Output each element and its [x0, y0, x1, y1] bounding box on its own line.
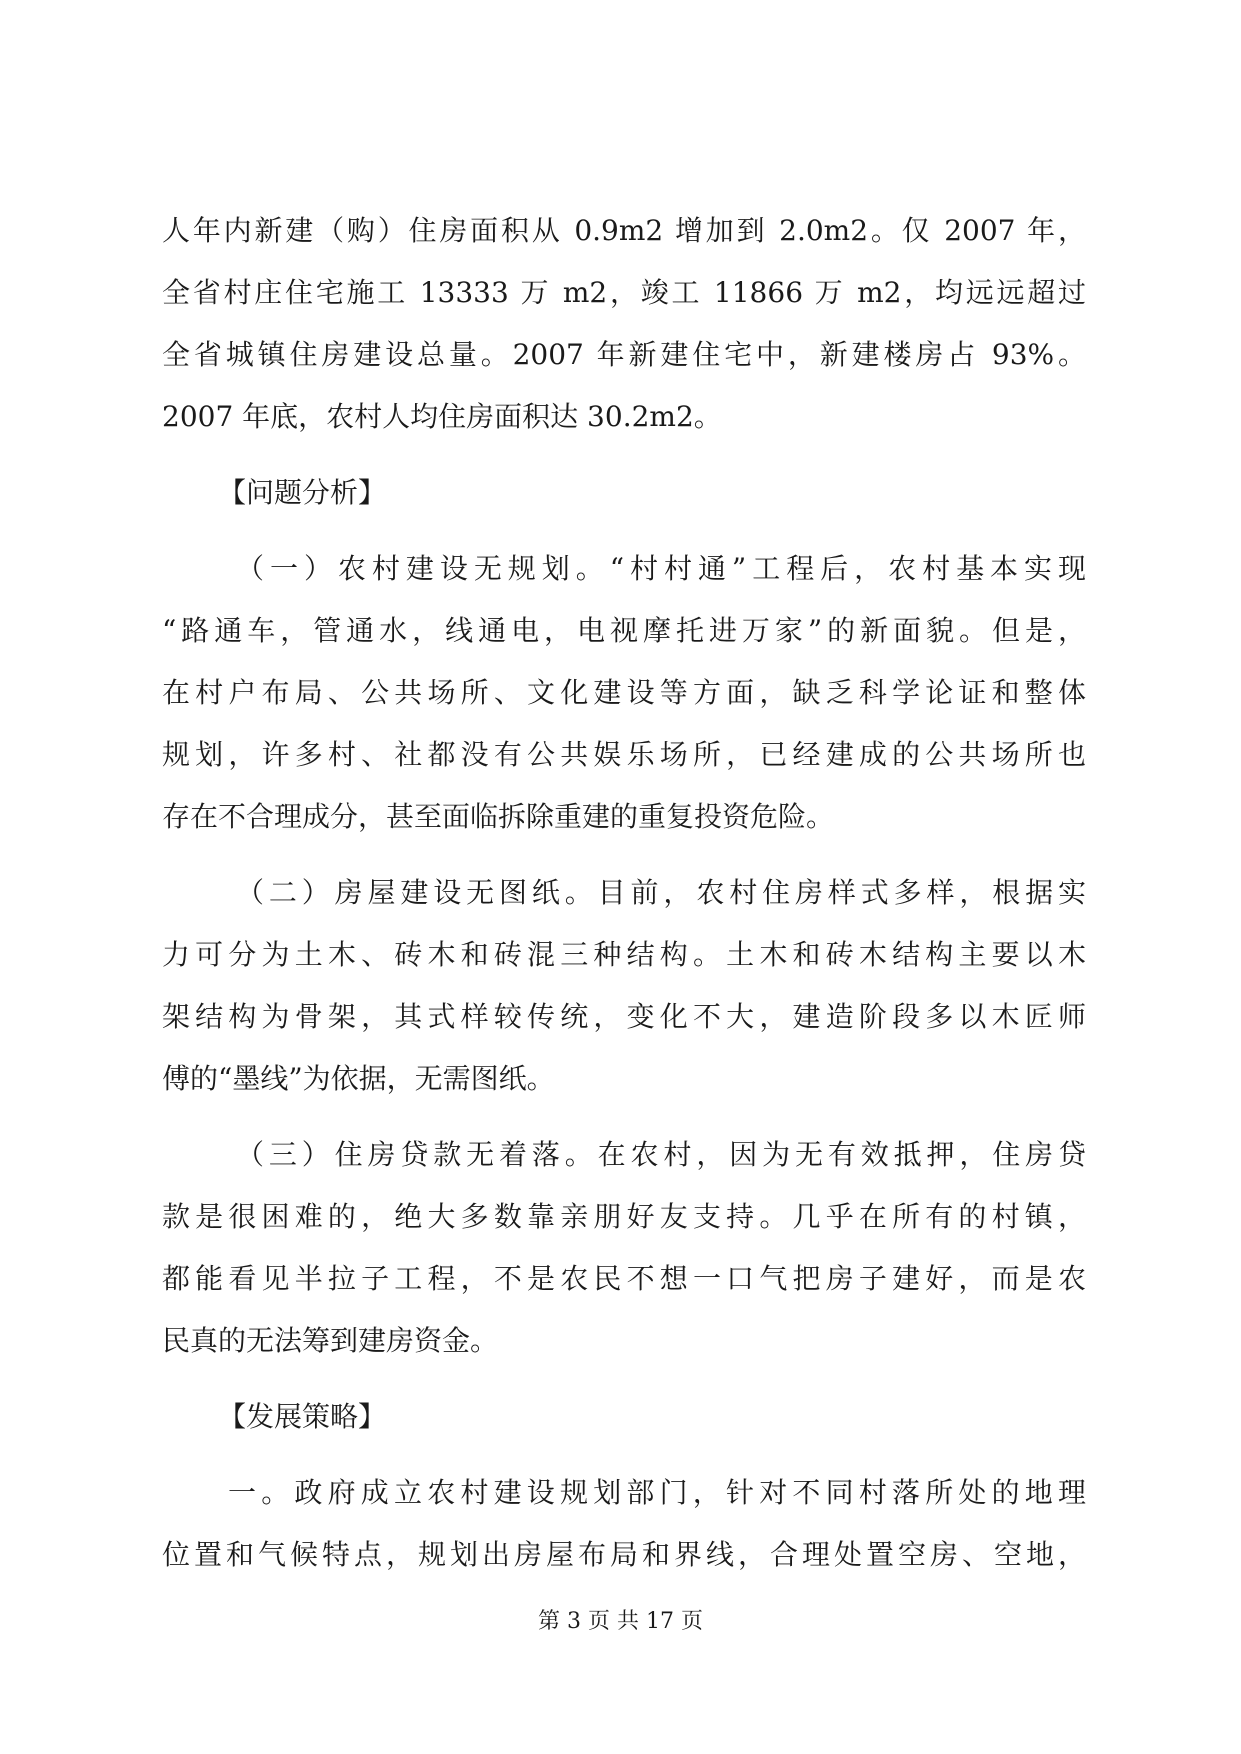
- paragraph-line: 力可分为土木、砖木和砖混三种结构。土木和砖木结构主要以木: [162, 938, 1086, 971]
- paragraph-line: 全省村庄住宅施工 13333 万 m2，竣工 11866 万 m2，均远远超过: [162, 276, 1086, 309]
- paragraph-line: 规划，许多村、社都没有公共娱乐场所，已经建成的公共场所也: [162, 738, 1086, 771]
- paragraph-line: 存在不合理成分，甚至面临拆除重建的重复投资危险。: [162, 800, 835, 833]
- paragraph-line: 款是很困难的，绝大多数靠亲朋好友支持。几乎在所有的村镇，: [162, 1200, 1086, 1233]
- paragraph-line: 全省城镇住房建设总量。2007 年新建住宅中，新建楼房占 93%。: [162, 338, 1086, 371]
- paragraph-line: 2007 年底，农村人均住房面积达 30.2m2。: [162, 400, 722, 433]
- section-heading-problem-analysis: 【问题分析】: [218, 476, 387, 509]
- paragraph-line: 一。政府成立农村建设规划部门，针对不同村落所处的地理: [228, 1476, 1086, 1509]
- paragraph-line: 在村户布局、公共场所、文化建设等方面，缺乏科学论证和整体: [162, 676, 1086, 709]
- paragraph-line: （三）住房贷款无着落。在农村，因为无有效抵押，住房贷: [236, 1138, 1086, 1171]
- paragraph-line: 人年内新建（购）住房面积从 0.9m2 增加到 2.0m2。仅 2007 年，: [162, 214, 1086, 247]
- page-number-footer: 第 3 页 共 17 页: [538, 1609, 703, 1634]
- paragraph-line: （一）农村建设无规划。“村村通”工程后，农村基本实现: [236, 552, 1086, 585]
- paragraph-line: “路通车，管通水，线通电，电视摩托进万家”的新面貌。但是，: [162, 614, 1086, 647]
- paragraph-line: 都能看见半拉子工程，不是农民不想一口气把房子建好，而是农: [162, 1262, 1086, 1295]
- section-heading-development-strategy: 【发展策略】: [218, 1400, 387, 1433]
- paragraph-line: 民真的无法筹到建房资金。: [162, 1324, 499, 1357]
- paragraph-line: 傅的“墨线”为依据，无需图纸。: [162, 1062, 555, 1095]
- document-body: [162, 200, 1086, 1586]
- paragraph-line: 位置和气候特点，规划出房屋布局和界线，合理处置空房、空地，: [162, 1538, 1086, 1571]
- paragraph-line: 架结构为骨架，其式样较传统，变化不大，建造阶段多以木匠师: [162, 1000, 1086, 1033]
- paragraph-line: （二）房屋建设无图纸。目前，农村住房样式多样，根据实: [236, 876, 1086, 909]
